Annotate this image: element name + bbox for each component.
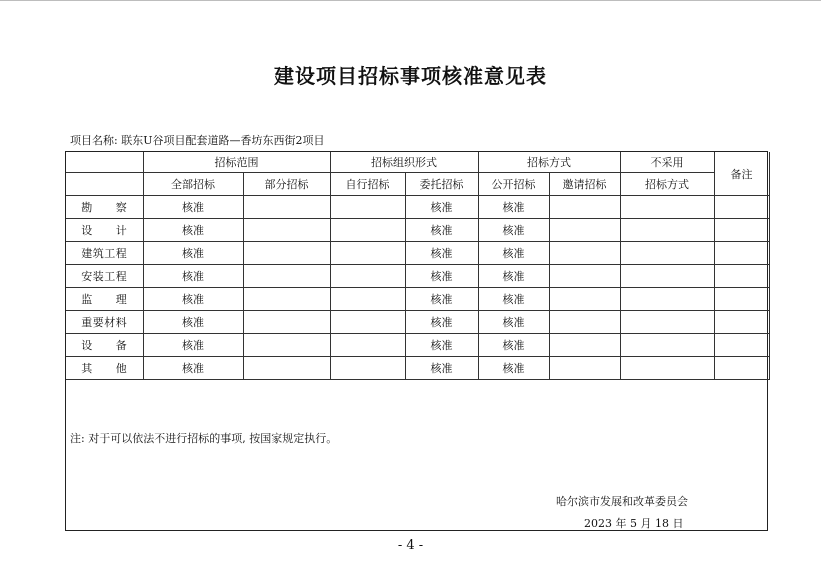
row-item-label: 安装工程 [66, 265, 143, 288]
row-item-label: 监 理 [66, 288, 143, 311]
corner-cell-lower [66, 173, 143, 196]
approval-table [66, 152, 770, 380]
issuing-authority: 哈尔滨市发展和改革委员会 [556, 495, 688, 508]
cell-all: 核准 [143, 334, 243, 357]
cell-all: 核准 [143, 219, 243, 242]
cell-entrust: 核准 [405, 357, 478, 380]
cell-remark [714, 334, 769, 357]
cell-part [243, 311, 330, 334]
header-not-used-line2: 招标方式 [620, 173, 714, 196]
cell-all: 核准 [143, 288, 243, 311]
table-row [66, 196, 769, 219]
cell-self [330, 196, 405, 219]
cell-open: 核准 [478, 357, 549, 380]
cell-remark [714, 311, 769, 334]
cell-self [330, 288, 405, 311]
cell-entrust: 核准 [405, 311, 478, 334]
issue-date: 2023 年 5 月 18 日 [584, 517, 684, 530]
cell-not-used [620, 288, 714, 311]
approval-form [65, 151, 768, 531]
subheader-entrust: 委托招标 [405, 173, 478, 196]
table-row [66, 334, 769, 357]
cell-open: 核准 [478, 242, 549, 265]
cell-self [330, 219, 405, 242]
table-row [66, 265, 769, 288]
cell-entrust: 核准 [405, 288, 478, 311]
cell-not-used [620, 311, 714, 334]
row-item-label: 设 备 [66, 334, 143, 357]
header-scope: 招标范围 [143, 152, 330, 173]
cell-part [243, 357, 330, 380]
cell-all: 核准 [143, 357, 243, 380]
cell-not-used [620, 196, 714, 219]
row-item-label: 重要材料 [66, 311, 143, 334]
subheader-part: 部分招标 [243, 173, 330, 196]
cell-open: 核准 [478, 219, 549, 242]
cell-open: 核准 [478, 311, 549, 334]
row-item-label: 建筑工程 [66, 242, 143, 265]
header-not-used-line1: 不采用 [620, 152, 714, 173]
cell-open: 核准 [478, 334, 549, 357]
cell-self [330, 265, 405, 288]
cell-remark [714, 357, 769, 380]
cell-invite [549, 196, 620, 219]
cell-entrust: 核准 [405, 196, 478, 219]
footnote: 注: 对于可以依法不进行招标的事项, 按国家规定执行。 [70, 432, 338, 445]
cell-self [330, 334, 405, 357]
corner-cell [66, 152, 143, 173]
cell-not-used [620, 357, 714, 380]
cell-part [243, 196, 330, 219]
cell-invite [549, 265, 620, 288]
cell-part [243, 219, 330, 242]
cell-all: 核准 [143, 265, 243, 288]
cell-entrust: 核准 [405, 242, 478, 265]
cell-self [330, 242, 405, 265]
project-name: 项目名称: 联东U谷项目配套道路—香坊东西街2项目 [70, 134, 325, 147]
subheader-invite: 邀请招标 [549, 173, 620, 196]
cell-remark [714, 265, 769, 288]
page-number: - 4 - [397, 538, 424, 553]
cell-all: 核准 [143, 242, 243, 265]
table-row [66, 242, 769, 265]
header-remarks: 备注 [714, 152, 769, 196]
cell-entrust: 核准 [405, 334, 478, 357]
cell-invite [549, 357, 620, 380]
cell-open: 核准 [478, 288, 549, 311]
document-title: 建设项目招标事项核准意见表 [274, 64, 547, 88]
table-row [66, 219, 769, 242]
row-item-label: 其 他 [66, 357, 143, 380]
cell-remark [714, 242, 769, 265]
cell-not-used [620, 334, 714, 357]
cell-part [243, 334, 330, 357]
cell-self [330, 311, 405, 334]
cell-part [243, 265, 330, 288]
table-row [66, 288, 769, 311]
cell-open: 核准 [478, 196, 549, 219]
cell-entrust: 核准 [405, 219, 478, 242]
cell-self [330, 357, 405, 380]
cell-invite [549, 288, 620, 311]
cell-remark [714, 219, 769, 242]
header-row-2 [66, 173, 769, 196]
row-item-label: 勘 察 [66, 196, 143, 219]
cell-not-used [620, 265, 714, 288]
subheader-self: 自行招标 [330, 173, 405, 196]
header-row-1 [66, 152, 769, 173]
cell-invite [549, 219, 620, 242]
table-row [66, 357, 769, 380]
table-row [66, 311, 769, 334]
header-organization: 招标组织形式 [330, 152, 478, 173]
table-body [66, 196, 769, 380]
cell-entrust: 核准 [405, 265, 478, 288]
cell-all: 核准 [143, 196, 243, 219]
subheader-open: 公开招标 [478, 173, 549, 196]
cell-open: 核准 [478, 265, 549, 288]
cell-part [243, 288, 330, 311]
cell-remark [714, 196, 769, 219]
cell-all: 核准 [143, 311, 243, 334]
page-top-rule [0, 0, 821, 1]
row-item-label: 设 计 [66, 219, 143, 242]
cell-part [243, 242, 330, 265]
cell-remark [714, 288, 769, 311]
header-method: 招标方式 [478, 152, 620, 173]
cell-invite [549, 311, 620, 334]
cell-not-used [620, 219, 714, 242]
cell-invite [549, 334, 620, 357]
cell-invite [549, 242, 620, 265]
subheader-all: 全部招标 [143, 173, 243, 196]
cell-not-used [620, 242, 714, 265]
